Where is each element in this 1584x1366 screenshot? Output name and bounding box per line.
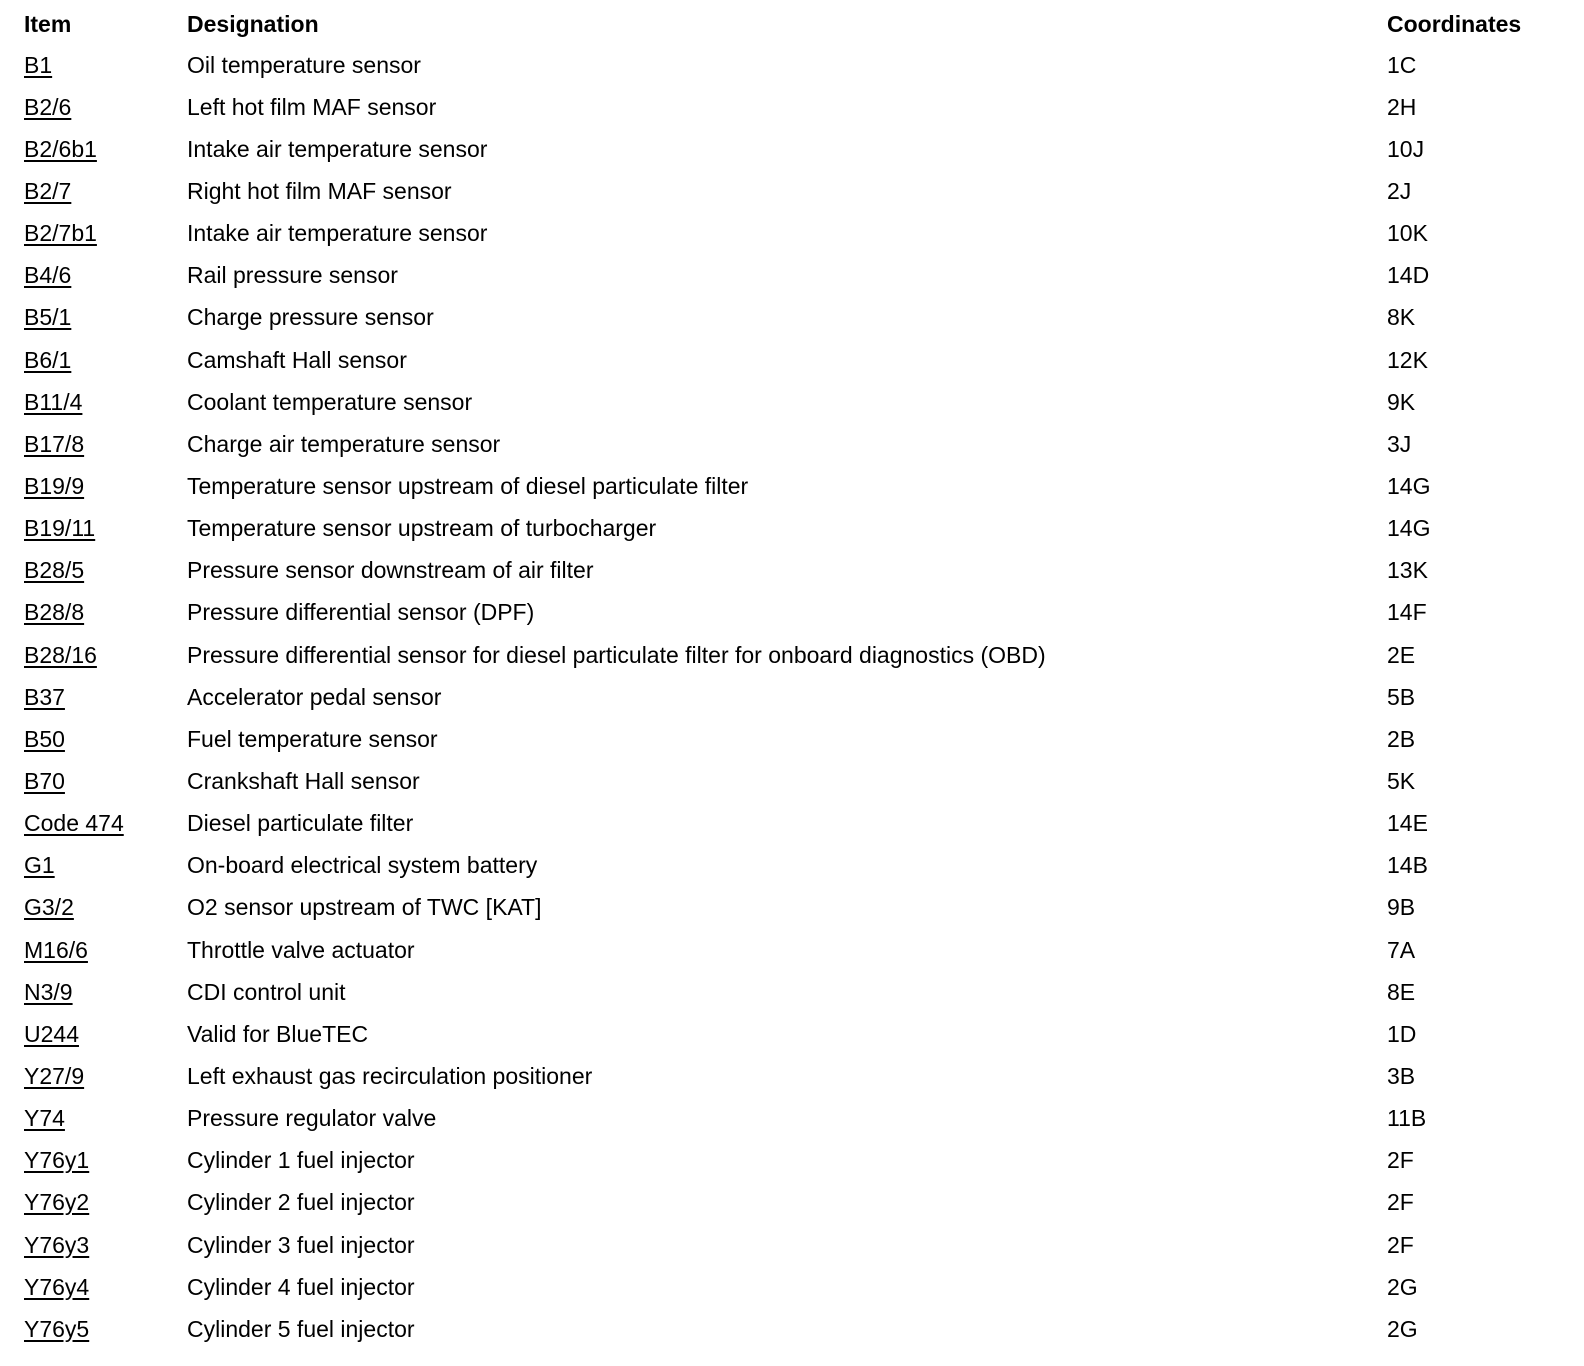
table-row (24, 803, 1564, 845)
designation-cell: Camshaft Hall sensor (187, 346, 407, 373)
item-cell (24, 929, 187, 971)
coordinates-cell: 2B (1387, 725, 1416, 752)
legend-table-body (24, 44, 1564, 1350)
designation-cell: Pressure regulator valve (187, 1105, 437, 1132)
item-cell (24, 971, 187, 1013)
item-link[interactable]: B50 (24, 725, 65, 752)
item-cell (24, 465, 187, 507)
coordinates-cell: 14D (1387, 262, 1430, 289)
item-link[interactable]: B19/9 (24, 472, 85, 499)
table-row (24, 508, 1564, 550)
designation-cell: Throttle valve actuator (187, 936, 415, 963)
table-row (24, 86, 1564, 128)
coordinates-cell: 14G (1387, 472, 1431, 499)
designation-cell: Valid for BlueTEC (187, 1020, 369, 1047)
item-link[interactable]: U244 (24, 1020, 79, 1047)
item-cell (24, 845, 187, 887)
table-row (24, 128, 1564, 170)
item-link[interactable]: B28/16 (24, 641, 97, 668)
item-link[interactable]: M16/6 (24, 936, 88, 963)
coordinates-cell: 7A (1387, 936, 1416, 963)
item-link[interactable]: Y76y4 (24, 1273, 90, 1300)
table-row (24, 550, 1564, 592)
designation-cell: Cylinder 1 fuel injector (187, 1147, 415, 1174)
designation-cell: Intake air temperature sensor (187, 220, 488, 247)
designation-column-header: Designation (187, 10, 319, 37)
designation-cell: Pressure sensor downstream of air filter (187, 557, 594, 584)
designation-cell: Cylinder 4 fuel injector (187, 1273, 415, 1300)
item-cell (24, 44, 187, 86)
item-link[interactable]: B70 (24, 767, 65, 794)
table-row (24, 971, 1564, 1013)
coordinates-cell: 1C (1387, 51, 1417, 78)
item-link[interactable]: B2/6b1 (24, 135, 97, 162)
table-row (24, 297, 1564, 339)
designation-cell: Fuel temperature sensor (187, 725, 438, 752)
table-row (24, 676, 1564, 718)
coordinates-cell: 2E (1387, 641, 1416, 668)
table-row (24, 170, 1564, 212)
item-cell (24, 128, 187, 170)
header-row (24, 4, 1564, 44)
coordinates-cell: 14B (1387, 852, 1428, 879)
coordinates-cell: 2F (1387, 1189, 1414, 1216)
item-link[interactable]: Y76y5 (24, 1315, 90, 1342)
coordinates-cell: 3B (1387, 1062, 1416, 1089)
item-link[interactable]: G1 (24, 852, 55, 879)
item-link[interactable]: B11/4 (24, 388, 83, 415)
table-row (24, 1140, 1564, 1182)
coordinates-cell: 10K (1387, 220, 1428, 247)
item-column-header: Item (24, 10, 72, 37)
table-row (24, 718, 1564, 760)
designation-cell: Temperature sensor upstream of turbocharger (187, 515, 657, 542)
coordinates-cell: 14E (1387, 810, 1428, 837)
item-cell (24, 1098, 187, 1140)
designation-cell: Pressure differential sensor for diesel particulate filter for onboard diagnostics (OBD) (187, 641, 1046, 668)
coordinates-cell: 1D (1387, 1020, 1417, 1047)
designation-cell: Temperature sensor upstream of diesel particulate filter (187, 472, 749, 499)
designation-cell: Diesel particulate filter (187, 810, 414, 837)
table-row (24, 1013, 1564, 1055)
coordinates-cell: 2F (1387, 1147, 1414, 1174)
coordinates-cell: 12K (1387, 346, 1428, 373)
item-link[interactable]: G3/2 (24, 894, 74, 921)
coordinates-cell: 11B (1387, 1105, 1427, 1132)
coordinates-cell: 13K (1387, 557, 1428, 584)
item-link[interactable]: Y74 (24, 1105, 65, 1132)
designation-cell: Intake air temperature sensor (187, 135, 488, 162)
item-link[interactable]: B4/6 (24, 262, 72, 289)
coordinates-cell: 2G (1387, 1273, 1418, 1300)
table-row (24, 339, 1564, 381)
designation-cell: Cylinder 2 fuel injector (187, 1189, 415, 1216)
designation-cell: Oil temperature sensor (187, 51, 421, 78)
coordinates-cell: 9B (1387, 894, 1416, 921)
coordinates-cell: 14F (1387, 599, 1427, 626)
item-link[interactable]: B2/7b1 (24, 220, 97, 247)
table-row (24, 255, 1564, 297)
coordinates-column-header: Coordinates (1387, 10, 1522, 37)
item-link[interactable]: B37 (24, 683, 65, 710)
item-link[interactable]: Y27/9 (24, 1062, 85, 1089)
item-cell (24, 381, 187, 423)
designation-cell: Charge air temperature sensor (187, 430, 501, 457)
item-link[interactable]: B1 (24, 51, 53, 78)
item-link[interactable]: B28/8 (24, 599, 85, 626)
coordinates-cell: 2H (1387, 93, 1417, 120)
designation-cell: Right hot film MAF sensor (187, 177, 452, 204)
item-cell (24, 592, 187, 634)
designation-cell: Cylinder 3 fuel injector (187, 1231, 415, 1258)
designation-cell: On-board electrical system battery (187, 852, 538, 879)
coordinates-cell: 2J (1387, 177, 1412, 204)
table-row (24, 465, 1564, 507)
item-link[interactable]: B19/11 (24, 515, 96, 542)
item-link[interactable]: B5/1 (24, 304, 72, 331)
coordinates-cell: 5K (1387, 767, 1416, 794)
item-cell (24, 803, 187, 845)
designation-cell: CDI control unit (187, 978, 346, 1005)
item-cell (24, 86, 187, 128)
item-link[interactable]: Y76y2 (24, 1189, 90, 1216)
table-row (24, 1182, 1564, 1224)
designation-cell: O2 sensor upstream of TWC [KAT] (187, 894, 542, 921)
coordinates-cell: 3J (1387, 430, 1412, 457)
designation-cell: Left exhaust gas recirculation positioner (187, 1062, 593, 1089)
item-cell (24, 887, 187, 929)
item-link[interactable]: N3/9 (24, 978, 73, 1005)
designation-cell: Crankshaft Hall sensor (187, 767, 420, 794)
coordinates-cell: 10J (1387, 135, 1425, 162)
item-link[interactable]: B2/6 (24, 93, 72, 120)
item-link[interactable]: Code 474 (24, 810, 124, 837)
item-link[interactable]: B6/1 (24, 346, 72, 373)
coordinates-cell: 2G (1387, 1315, 1418, 1342)
table-row (24, 1266, 1564, 1308)
table-row (24, 213, 1564, 255)
item-cell (24, 1013, 187, 1055)
designation-cell: Coolant temperature sensor (187, 388, 473, 415)
item-cell (24, 634, 187, 676)
item-cell (24, 508, 187, 550)
table-row (24, 634, 1564, 676)
item-cell (24, 255, 187, 297)
table-row (24, 381, 1564, 423)
designation-cell: Left hot film MAF sensor (187, 93, 437, 120)
table-row (24, 1308, 1564, 1350)
coordinates-cell: 8E (1387, 978, 1416, 1005)
item-link[interactable]: B2/7 (24, 177, 72, 204)
table-row (24, 1098, 1564, 1140)
item-cell (24, 1055, 187, 1097)
designation-cell: Accelerator pedal sensor (187, 683, 442, 710)
component-legend-table (24, 4, 1564, 1350)
item-link[interactable]: Y76y1 (24, 1147, 90, 1174)
item-cell (24, 213, 187, 255)
table-row (24, 1055, 1564, 1097)
coordinates-cell: 9K (1387, 388, 1416, 415)
designation-cell: Pressure differential sensor (DPF) (187, 599, 535, 626)
item-cell (24, 339, 187, 381)
designation-cell: Rail pressure sensor (187, 262, 398, 289)
item-cell (24, 1224, 187, 1266)
coordinates-cell: 8K (1387, 304, 1416, 331)
table-row (24, 592, 1564, 634)
table-row (24, 1224, 1564, 1266)
item-cell (24, 760, 187, 802)
item-cell (24, 1266, 187, 1308)
coordinates-cell: 5B (1387, 683, 1416, 710)
item-cell (24, 423, 187, 465)
table-row (24, 423, 1564, 465)
item-link[interactable]: Y76y3 (24, 1231, 90, 1258)
coordinates-cell: 14G (1387, 515, 1431, 542)
item-cell (24, 297, 187, 339)
legend-table-header (24, 4, 1564, 44)
item-link[interactable]: B28/5 (24, 557, 85, 584)
item-cell (24, 1182, 187, 1224)
item-link[interactable]: B17/8 (24, 430, 85, 457)
table-row (24, 929, 1564, 971)
designation-cell: Cylinder 5 fuel injector (187, 1315, 415, 1342)
table-row (24, 760, 1564, 802)
item-cell (24, 550, 187, 592)
item-cell (24, 1308, 187, 1350)
item-cell (24, 170, 187, 212)
table-row (24, 887, 1564, 929)
designation-cell: Charge pressure sensor (187, 304, 434, 331)
item-cell (24, 676, 187, 718)
table-row (24, 845, 1564, 887)
item-cell (24, 1140, 187, 1182)
coordinates-cell: 2F (1387, 1231, 1414, 1258)
table-row (24, 44, 1564, 86)
item-cell (24, 718, 187, 760)
